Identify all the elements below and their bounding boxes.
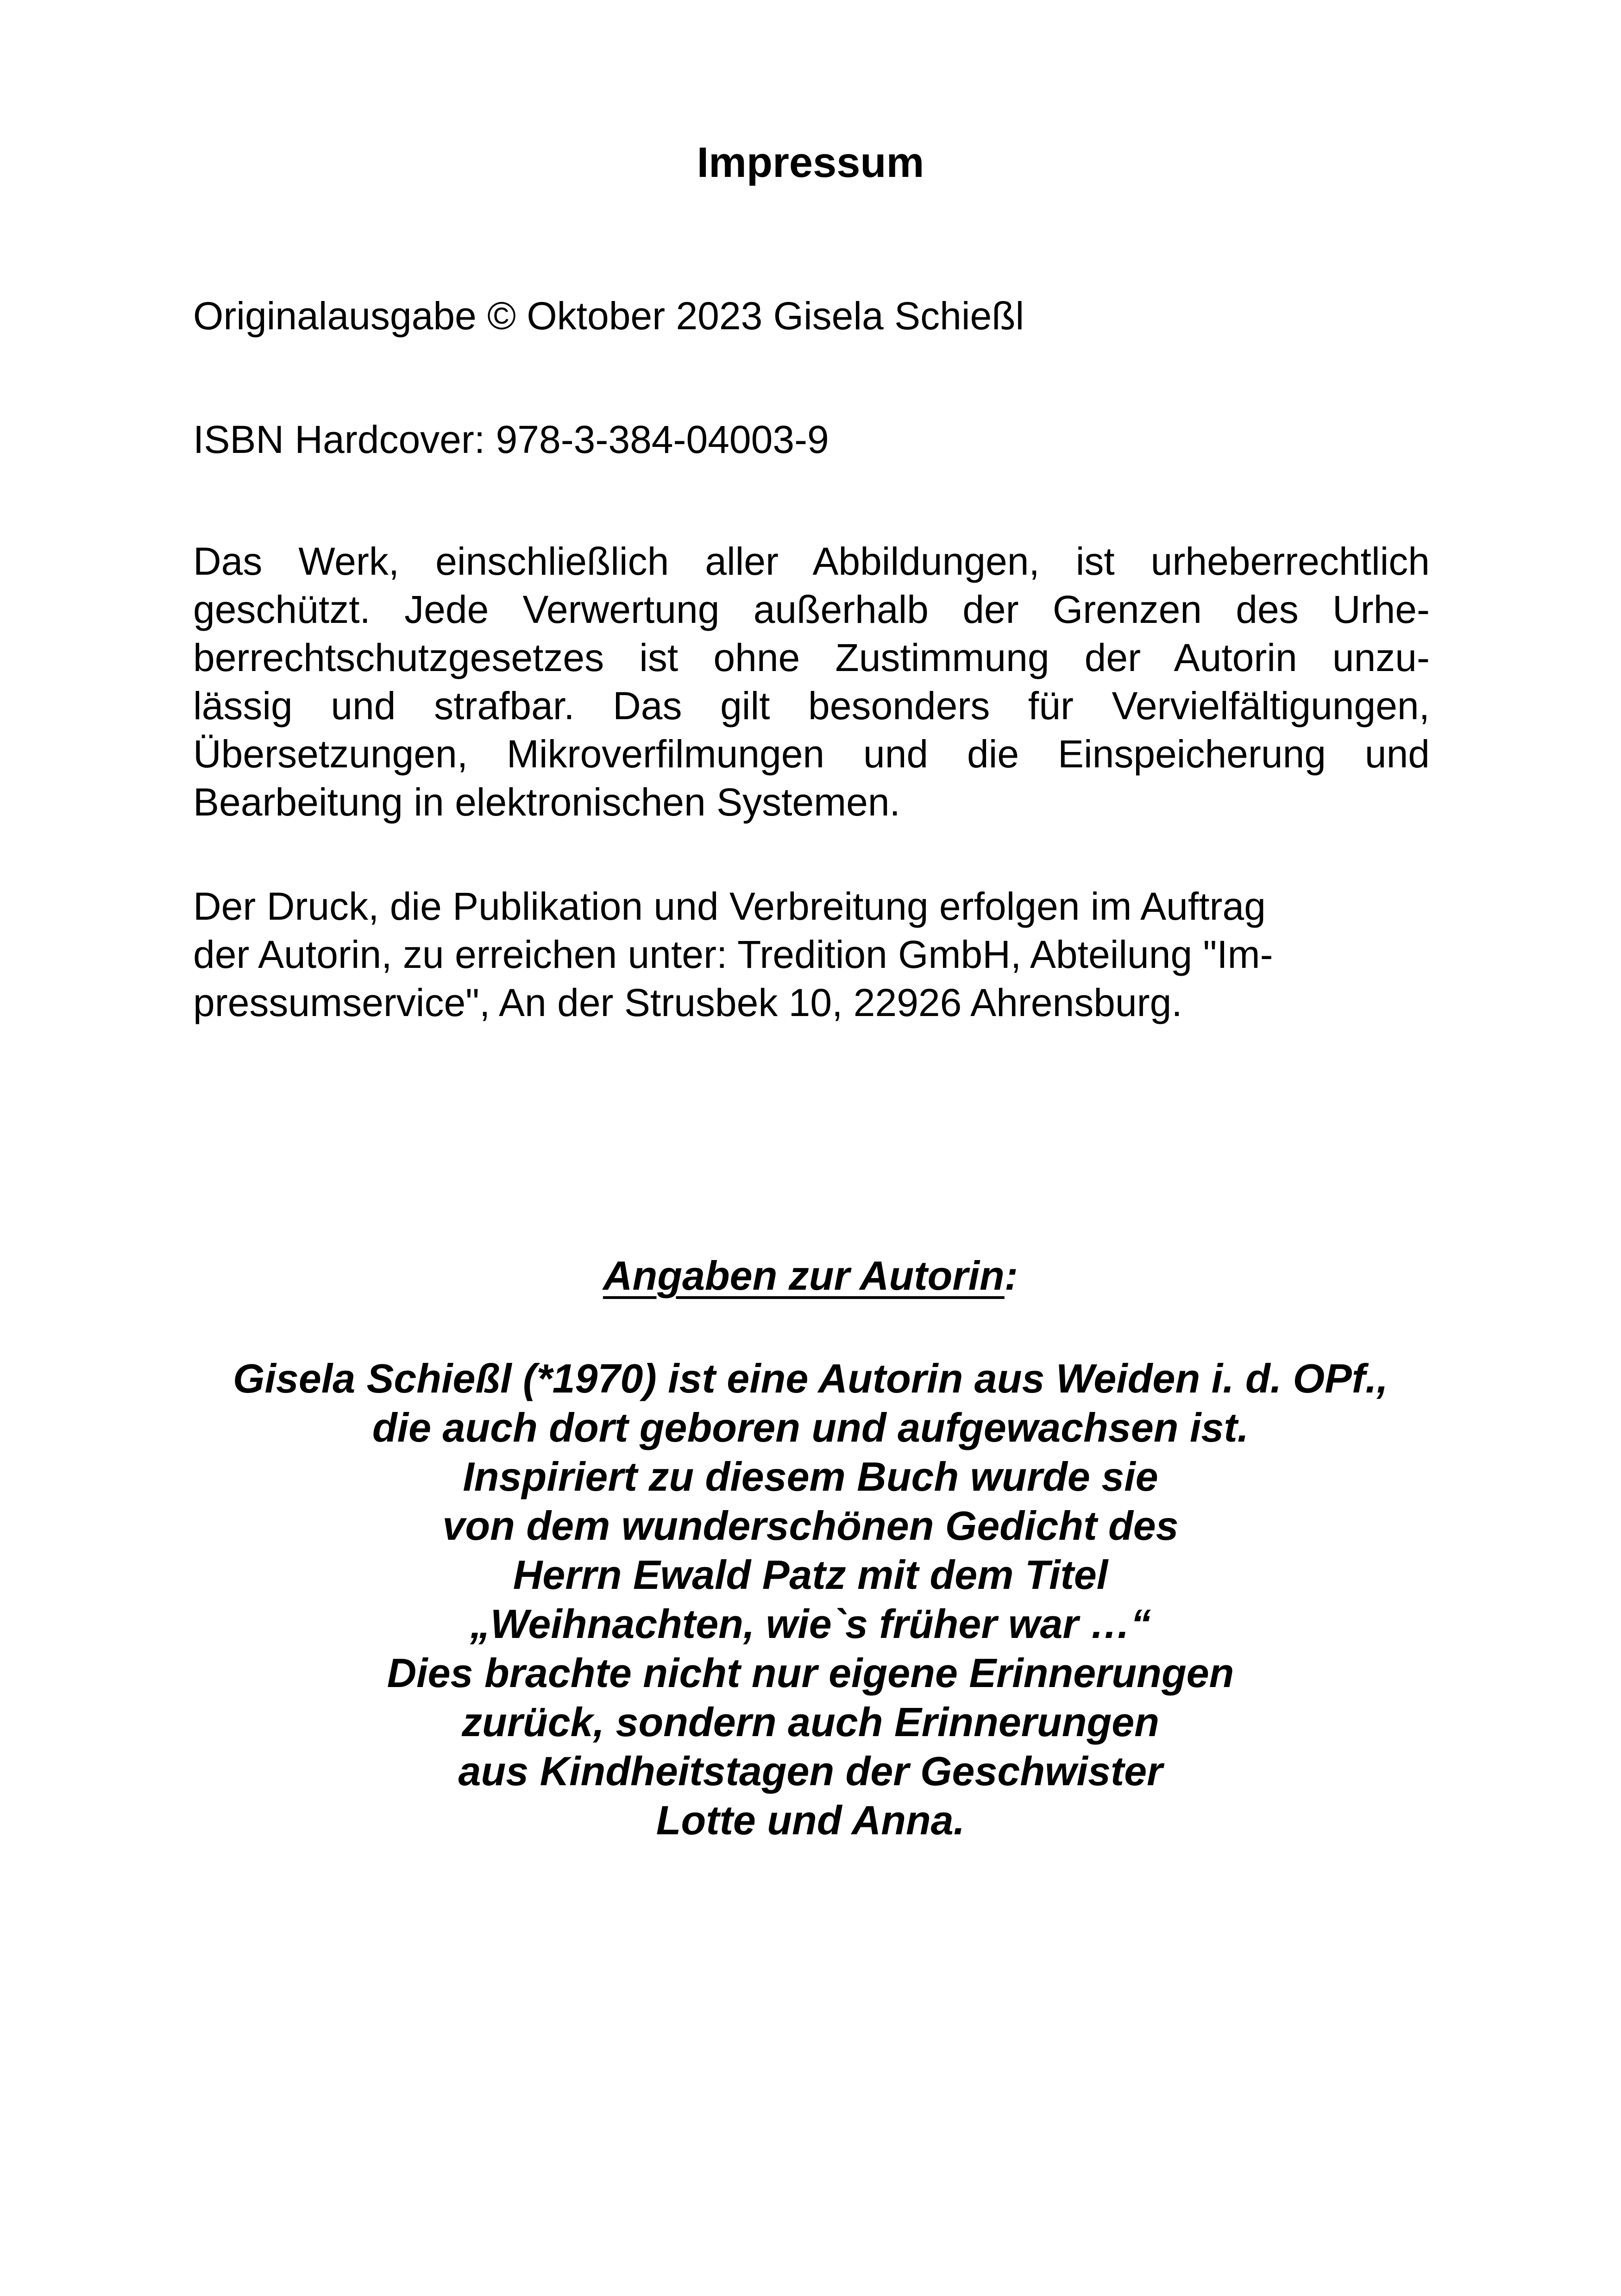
publisher-line: pressumservice", An der Strusbek 10, 22926 Ahrensburg. [193, 981, 1182, 1024]
copyright-paragraph [193, 537, 1430, 826]
author-bio-line: Lotte und Anna. [656, 1797, 965, 1843]
author-bio-line: „Weihnachten, wie`s früher war …“ [470, 1601, 1151, 1647]
isbn-line: ISBN Hardcover: 978-3-384-04003-9 [193, 418, 829, 461]
copyright-line: Übersetzungen, Mikroverfilmungen und die Einspeicherung und [193, 732, 1430, 776]
copyright-line: berrechtschutzgesetzes ist ohne Zustimmung der Autorin unzu- [193, 636, 1430, 679]
author-heading-colon: : [1004, 1253, 1018, 1299]
author-bio [0, 1354, 1621, 1845]
author-bio-line: von dem wunderschönen Gedicht des [442, 1503, 1179, 1549]
publisher-line: Der Druck, die Publikation und Verbreitung erfolgen im Auftrag [193, 885, 1266, 928]
edition-line: Originalausgabe © Oktober 2023 Gisela Schießl [193, 294, 1024, 338]
author-bio-line: Dies brachte nicht nur eigene Erinnerungen [387, 1650, 1234, 1696]
publisher-paragraph [193, 882, 1430, 1027]
author-bio-line: Herrn Ewald Patz mit dem Titel [513, 1552, 1108, 1598]
author-heading-text: Angaben zur Autorin [603, 1253, 1005, 1299]
author-bio-line: Inspiriert zu diesem Buch wurde sie [463, 1454, 1158, 1499]
author-bio-line: zurück, sondern auch Erinnerungen [461, 1699, 1159, 1745]
publisher-line: der Autorin, zu erreichen unter: Tredition GmbH, Abteilung "Im- [193, 933, 1273, 976]
copyright-line: Bearbeitung in elektronischen Systemen. [193, 780, 900, 824]
author-bio-line: die auch dort geboren und aufgewachsen ist. [372, 1405, 1249, 1450]
author-section-heading [0, 1250, 1621, 1301]
author-bio-line: Gisela Schießl (*1970) ist eine Autorin aus Weiden i. d. OPf., [233, 1355, 1388, 1401]
copyright-line: geschützt. Jede Verwertung außerhalb der Grenzen des Urhe- [193, 588, 1430, 631]
copyright-line: Das Werk, einschließlich aller Abbildungen, ist urheberrechtlich [193, 539, 1430, 583]
copyright-line: lässig und strafbar. Das gilt besonders für Vervielfältigungen, [193, 684, 1430, 728]
page-title: Impressum [697, 139, 924, 186]
author-bio-line: aus Kindheitstagen der Geschwister [458, 1748, 1163, 1794]
